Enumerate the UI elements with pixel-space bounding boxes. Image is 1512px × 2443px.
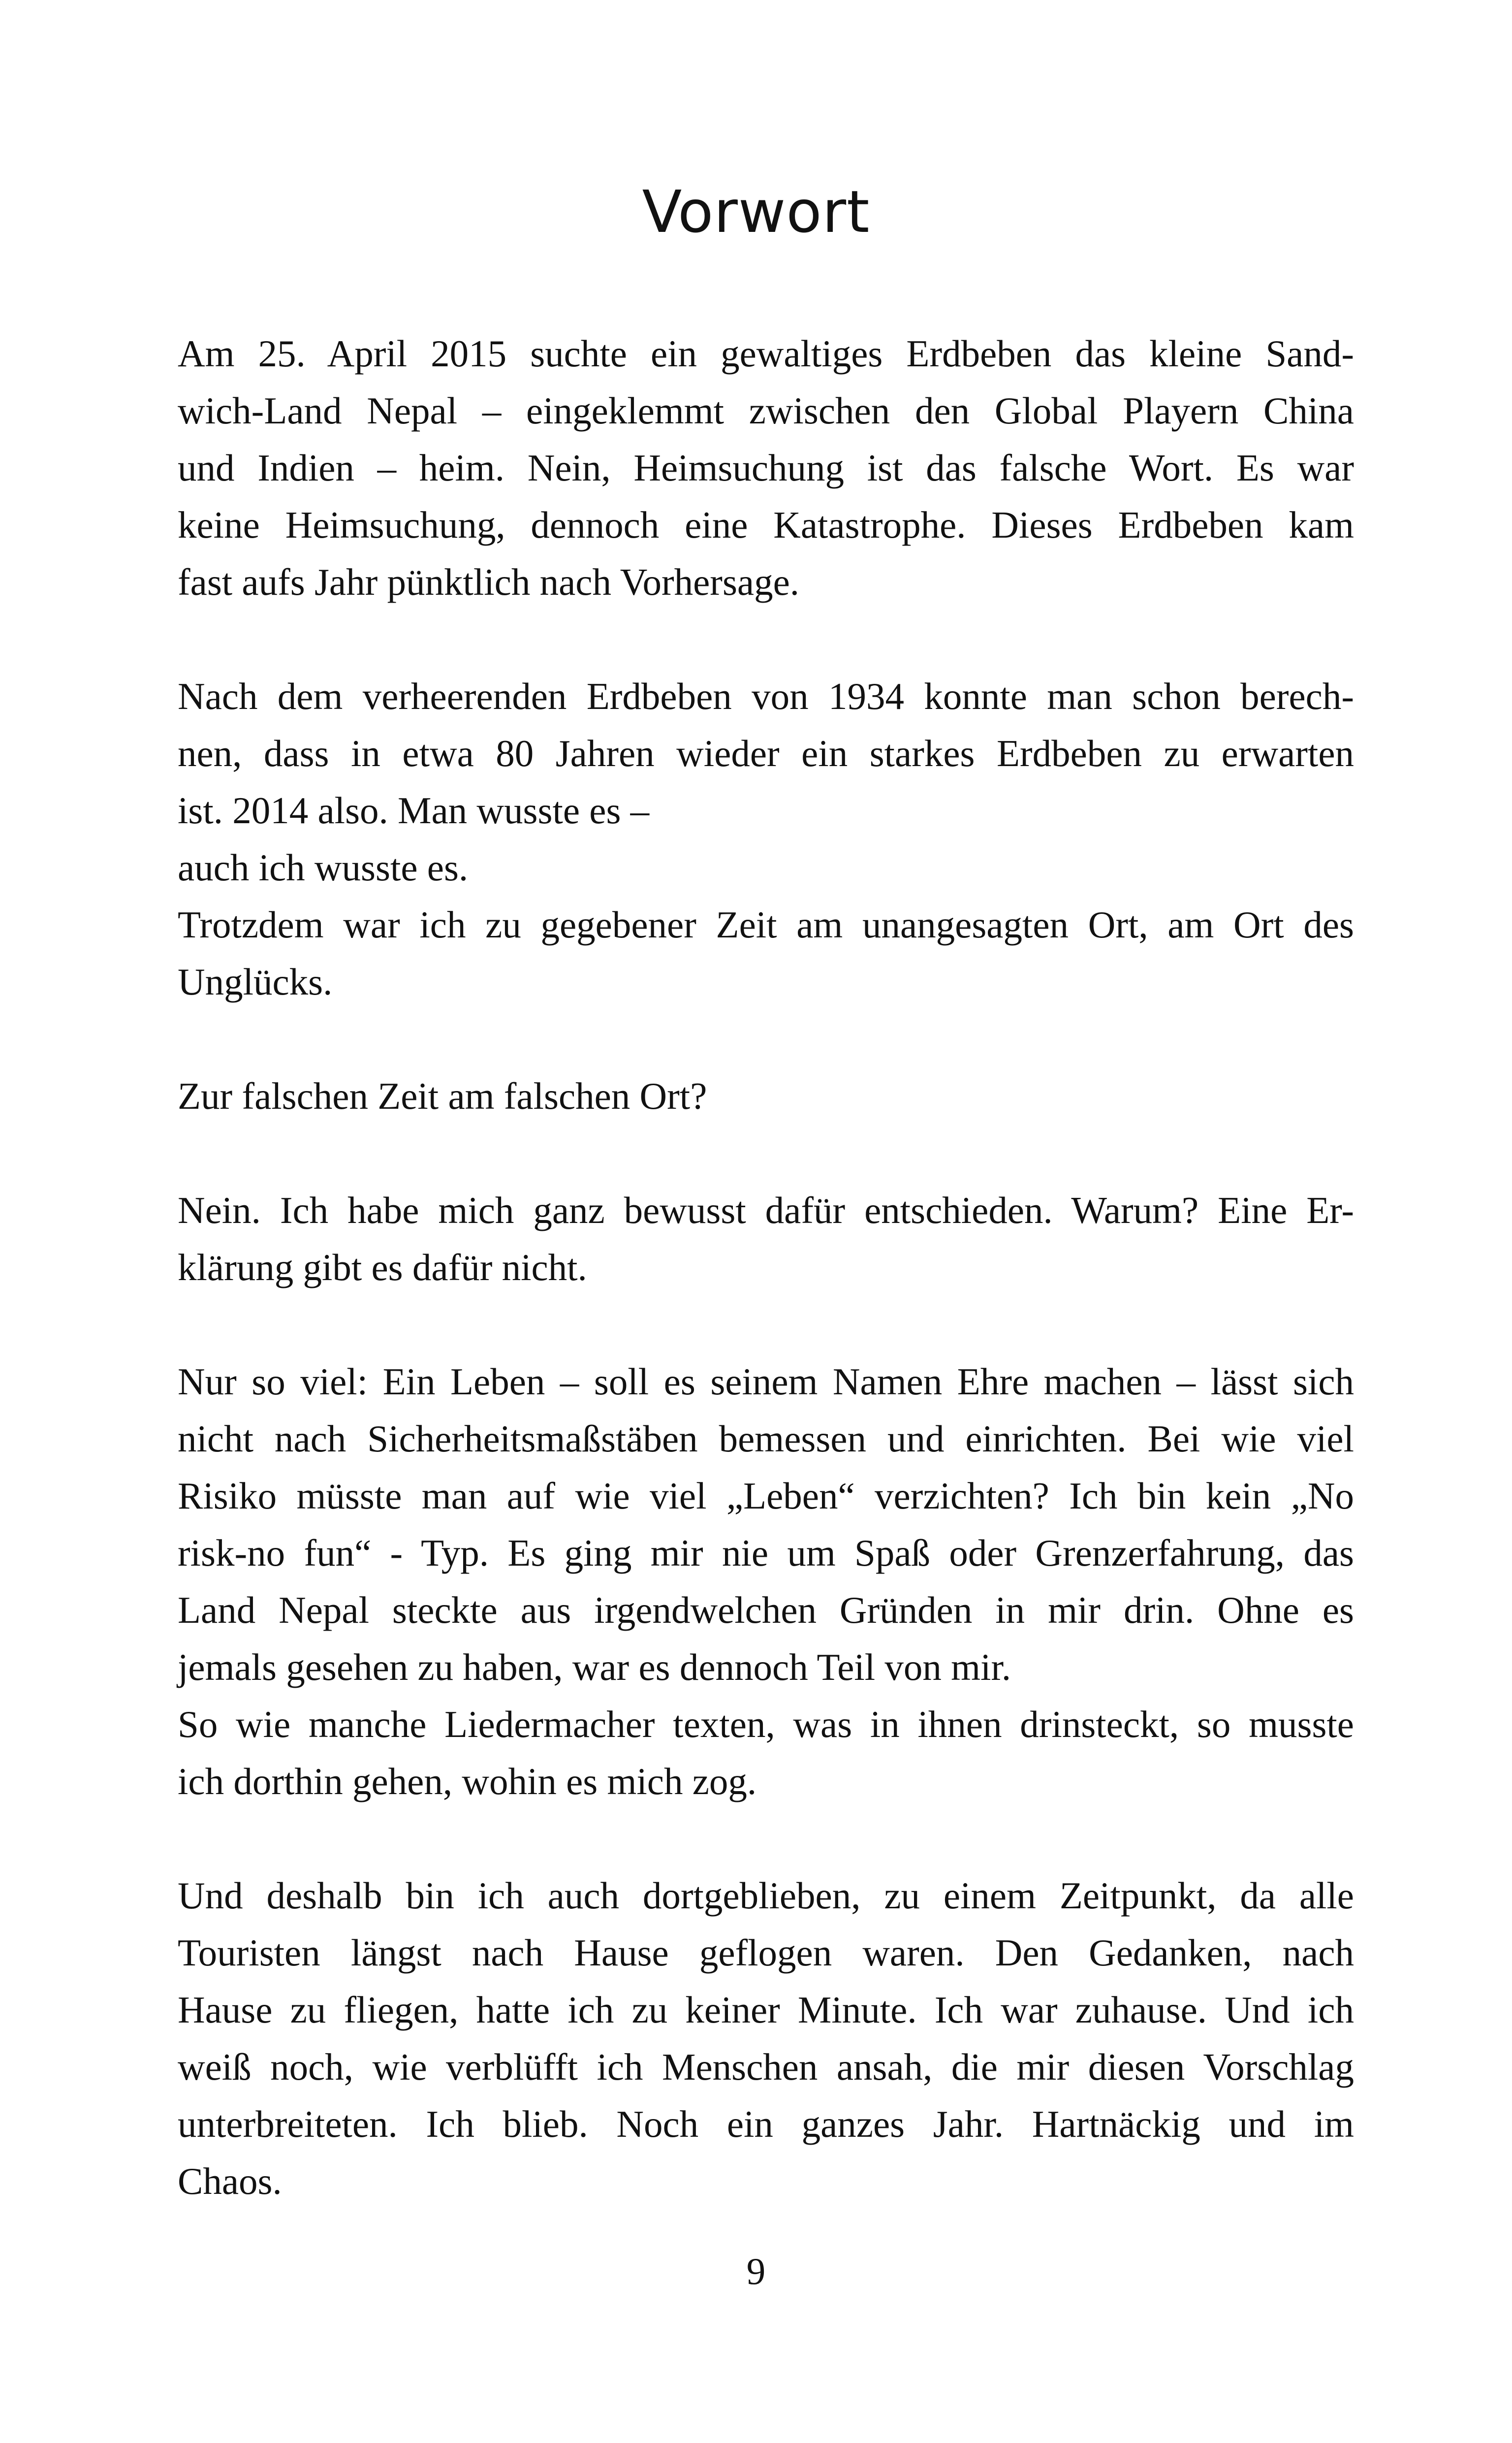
paragraph bbox=[178, 1867, 1354, 2210]
paragraph bbox=[178, 668, 1354, 1010]
text-line: Hause zu fliegen, hatte ich zu keiner Minute. Ich war zuhause. Und ich bbox=[178, 1989, 1354, 2031]
text-line: Land Nepal steckte aus irgendwelchen Gründen in mir drin. Ohne es bbox=[178, 1589, 1354, 1631]
paragraph bbox=[178, 325, 1354, 611]
body-text bbox=[178, 325, 1354, 2267]
text-line: auch ich wusste es. bbox=[178, 846, 469, 889]
text-line: Touristen längst nach Hause geflogen waren. Den Gedanken, nach bbox=[178, 1931, 1354, 1974]
chapter-title: Vorwort bbox=[642, 178, 870, 246]
text-line: wich-Land Nepal – eingeklemmt zwischen den Global Playern China bbox=[178, 389, 1354, 432]
text-line: jemals gesehen zu haben, war es dennoch Teil von mir. bbox=[178, 1646, 1011, 1688]
paragraph bbox=[178, 1182, 1354, 1296]
paragraph bbox=[178, 1067, 1354, 1125]
text-line: Zur falschen Zeit am falschen Ort? bbox=[178, 1075, 707, 1117]
page-number: 9 bbox=[746, 2250, 766, 2292]
text-line: Am 25. April 2015 suchte ein gewaltiges Erdbeben das kleine Sand- bbox=[178, 332, 1354, 375]
paragraph bbox=[178, 1353, 1354, 1810]
text-line: weiß noch, wie verblüfft ich Menschen ansah, die mir diesen Vorschlag bbox=[178, 2046, 1354, 2088]
text-line: nicht nach Sicherheitsmaßstäben bemessen und einrichten. Bei wie viel bbox=[178, 1417, 1354, 1460]
text-line: Risiko müsste man auf wie viel „Leben“ verzichten? Ich bin kein „No bbox=[178, 1475, 1354, 1517]
text-line: ich dorthin gehen, wohin es mich zog. bbox=[178, 1760, 757, 1802]
text-line: und Indien – heim. Nein, Heimsuchung ist das falsche Wort. Es war bbox=[178, 447, 1354, 489]
text-line: Nur so viel: Ein Leben – soll es seinem Namen Ehre machen – lässt sich bbox=[178, 1360, 1354, 1403]
text-line: Nein. Ich habe mich ganz bewusst dafür entschieden. Warum? Eine Er- bbox=[178, 1189, 1354, 1231]
text-line: Unglücks. bbox=[178, 961, 333, 1003]
text-line: klärung gibt es dafür nicht. bbox=[178, 1246, 587, 1288]
text-line: keine Heimsuchung, dennoch eine Katastrophe. Dieses Erdbeben kam bbox=[178, 504, 1354, 546]
text-line: So wie manche Liedermacher texten, was in ihnen drinsteckt, so musste bbox=[178, 1703, 1354, 1745]
text-line: Trotzdem war ich zu gegebener Zeit am unangesagten Ort, am Ort des bbox=[178, 903, 1354, 946]
text-line: nen, dass in etwa 80 Jahren wieder ein starkes Erdbeben zu erwarten bbox=[178, 732, 1354, 774]
text-line: unterbreiteten. Ich blieb. Noch ein ganzes Jahr. Hartnäckig und im bbox=[178, 2103, 1354, 2145]
text-line: ist. 2014 also. Man wusste es – bbox=[178, 789, 650, 832]
text-line: Chaos. bbox=[178, 2160, 282, 2202]
text-line: fast aufs Jahr pünktlich nach Vorhersage. bbox=[178, 561, 800, 603]
text-line: Nach dem verheerenden Erdbeben von 1934 konnte man schon berech- bbox=[178, 675, 1354, 717]
text-line: risk-no fun“ - Typ. Es ging mir nie um Spaß oder Grenzerfahrung, das bbox=[178, 1532, 1354, 1574]
text-line: Und deshalb bin ich auch dortgeblieben, zu einem Zeitpunkt, da alle bbox=[178, 1874, 1354, 1917]
